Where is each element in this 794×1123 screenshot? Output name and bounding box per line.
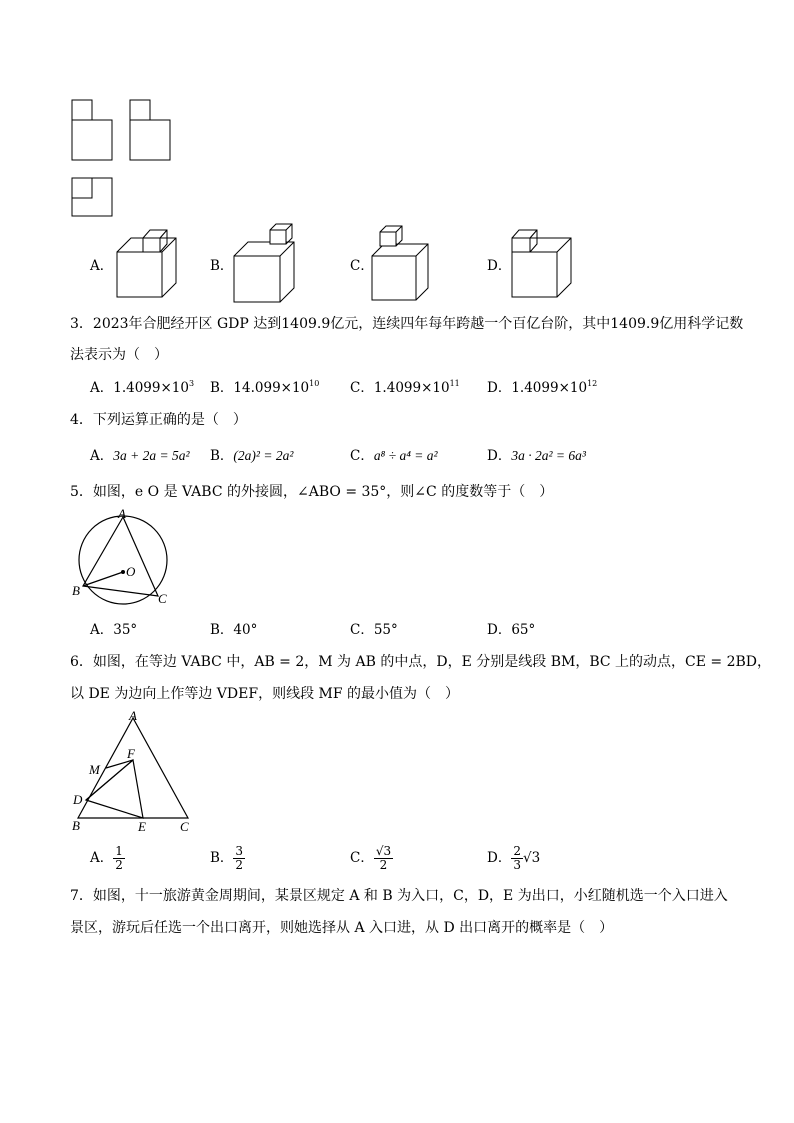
q6-option-fraction <box>511 845 523 872</box>
q3-option-exponent: 10 <box>309 379 320 388</box>
q2-option-a-solid <box>115 228 180 300</box>
q2-option-b-label: B． <box>210 258 234 274</box>
fraction-numerator: 2 <box>513 844 521 858</box>
q6-option-label: C． <box>350 850 374 866</box>
q3-option-mantissa: 1.4099×10 <box>373 380 450 396</box>
three-view-figure <box>70 98 180 218</box>
q4-option-expr: (2a)² = 2a² <box>233 448 294 463</box>
q4-option-expr: 3a + 2a = 5a² <box>113 448 190 463</box>
q6-option-c[interactable] <box>350 845 393 872</box>
q2-option-a-label: A． <box>90 258 114 274</box>
q4-option-d[interactable] <box>487 446 586 466</box>
q3-stem-line2: 法表示为（ ） <box>70 347 168 363</box>
q4-option-label: B． <box>210 448 234 464</box>
q2-option-b-solid <box>232 222 298 304</box>
q7-stem-line1: 7．如图，十一旅游黄金周期间，某景区规定 A 和 B 为入口，C，D，E 为出口，小红随机选一个入口进入 <box>70 888 728 904</box>
q6-label-c: C <box>180 819 189 834</box>
q5-option-a[interactable] <box>90 620 137 640</box>
q3-option-exponent: 12 <box>587 379 598 388</box>
q5-label-o: O <box>126 564 136 579</box>
q4-option-label: D． <box>487 448 512 464</box>
q3-option-label: B． <box>210 380 234 396</box>
q6-option-fraction <box>113 845 125 872</box>
q3-option-c[interactable] <box>350 378 460 398</box>
q5-option-value: 40° <box>233 622 258 638</box>
q6-label-f: F <box>127 746 135 761</box>
q5-option-label: D． <box>487 622 512 638</box>
q5-label-b: B <box>72 583 80 598</box>
q3-option-label: C． <box>350 380 374 396</box>
q6-option-label: D． <box>487 850 512 866</box>
q5-label-a: A <box>118 506 126 521</box>
q3-option-mantissa: 14.099×10 <box>233 380 310 396</box>
q5-option-value: 65° <box>511 622 536 638</box>
q6-option-a[interactable] <box>90 845 125 872</box>
fraction-denominator: 3 <box>513 858 521 872</box>
q3-option-d[interactable] <box>487 378 597 398</box>
q4-option-expr: 3a · 2a² = 6a³ <box>511 448 586 463</box>
q3-option-exponent: 11 <box>449 379 460 388</box>
q5-option-d[interactable] <box>487 620 535 640</box>
q2-option-d-label: D． <box>487 258 512 274</box>
q7-stem-line2: 景区，游玩后任选一个出口离开，则她选择从 A 入口进，从 D 出口离开的概率是（ ） <box>70 920 614 936</box>
q3-option-b[interactable] <box>210 378 319 398</box>
q3-option-mantissa: 1.4099×10 <box>113 380 189 396</box>
q6-label-a: A <box>129 708 137 723</box>
fraction-denominator: 2 <box>379 858 388 872</box>
q2-option-d-solid <box>510 228 575 300</box>
q4-option-b[interactable] <box>210 446 293 466</box>
fraction-denominator: 2 <box>115 858 123 872</box>
q5-option-c[interactable] <box>350 620 398 640</box>
q2-option-c-label: C． <box>350 258 374 274</box>
q6-option-label: A． <box>90 850 114 866</box>
q5-label-c: C <box>158 591 167 606</box>
q6-label-m: M <box>89 762 100 777</box>
fraction-numerator: 3 <box>235 844 244 858</box>
q5-option-label: B． <box>210 622 234 638</box>
q6-option-d[interactable] <box>487 845 540 872</box>
q6-option-label: B． <box>210 850 234 866</box>
q3-option-mantissa: 1.4099×10 <box>511 380 588 396</box>
q2-option-c-solid <box>370 224 432 302</box>
q5-option-b[interactable] <box>210 620 257 640</box>
q4-option-label: C． <box>350 448 374 464</box>
q5-option-value: 35° <box>113 622 138 638</box>
q5-option-label: A． <box>90 622 114 638</box>
q4-option-label: A． <box>90 448 114 464</box>
q3-option-exponent: 3 <box>188 379 195 388</box>
q3-option-a[interactable] <box>90 378 194 398</box>
q6-stem-line1: 6．如图，在等边 VABC 中，AB = 2，M 为 AB 的中点，D，E 分别是线段 BM，BC 上的动点，CE = 2BD， <box>70 654 772 670</box>
q4-stem: 4．下列运算正确的是（ ） <box>70 412 247 428</box>
fraction-numerator: √3 <box>375 844 392 858</box>
q6-triangle-figure <box>70 710 195 835</box>
q3-stem-line1: 3．2023年合肥经开区 GDP 达到1409.9亿元，连续四年每年跨越一个百亿台阶，其中1409.9亿用科学记数 <box>70 316 744 332</box>
q6-option-b[interactable] <box>210 845 245 872</box>
q5-stem: 5．如图，e O 是 VABC 的外接圆，∠ABO = 35°，则∠C 的度数等于（ ） <box>70 484 554 500</box>
q3-option-label: A． <box>90 380 114 396</box>
q6-label-d: D <box>73 792 83 807</box>
q6-label-b: B <box>72 818 80 833</box>
fraction-denominator: 2 <box>235 858 244 872</box>
q4-option-expr: a⁸ ÷ a⁴ = a² <box>373 448 438 463</box>
q5-circle-figure <box>70 508 180 608</box>
q6-option-fraction <box>233 845 245 872</box>
fraction-numerator: 1 <box>115 844 123 858</box>
q4-option-c[interactable] <box>350 446 438 466</box>
q6-stem-line2: 以 DE 为边向上作等边 VDEF，则线段 MF 的最小值为（ ） <box>70 686 460 702</box>
q5-option-label: C． <box>350 622 374 638</box>
q4-option-a[interactable] <box>90 446 190 466</box>
q3-option-label: D． <box>487 380 512 396</box>
q6-option-tail: √3 <box>522 850 541 866</box>
q6-option-fraction <box>374 845 393 872</box>
q5-option-value: 55° <box>373 622 398 638</box>
q6-label-e: E <box>138 819 146 834</box>
